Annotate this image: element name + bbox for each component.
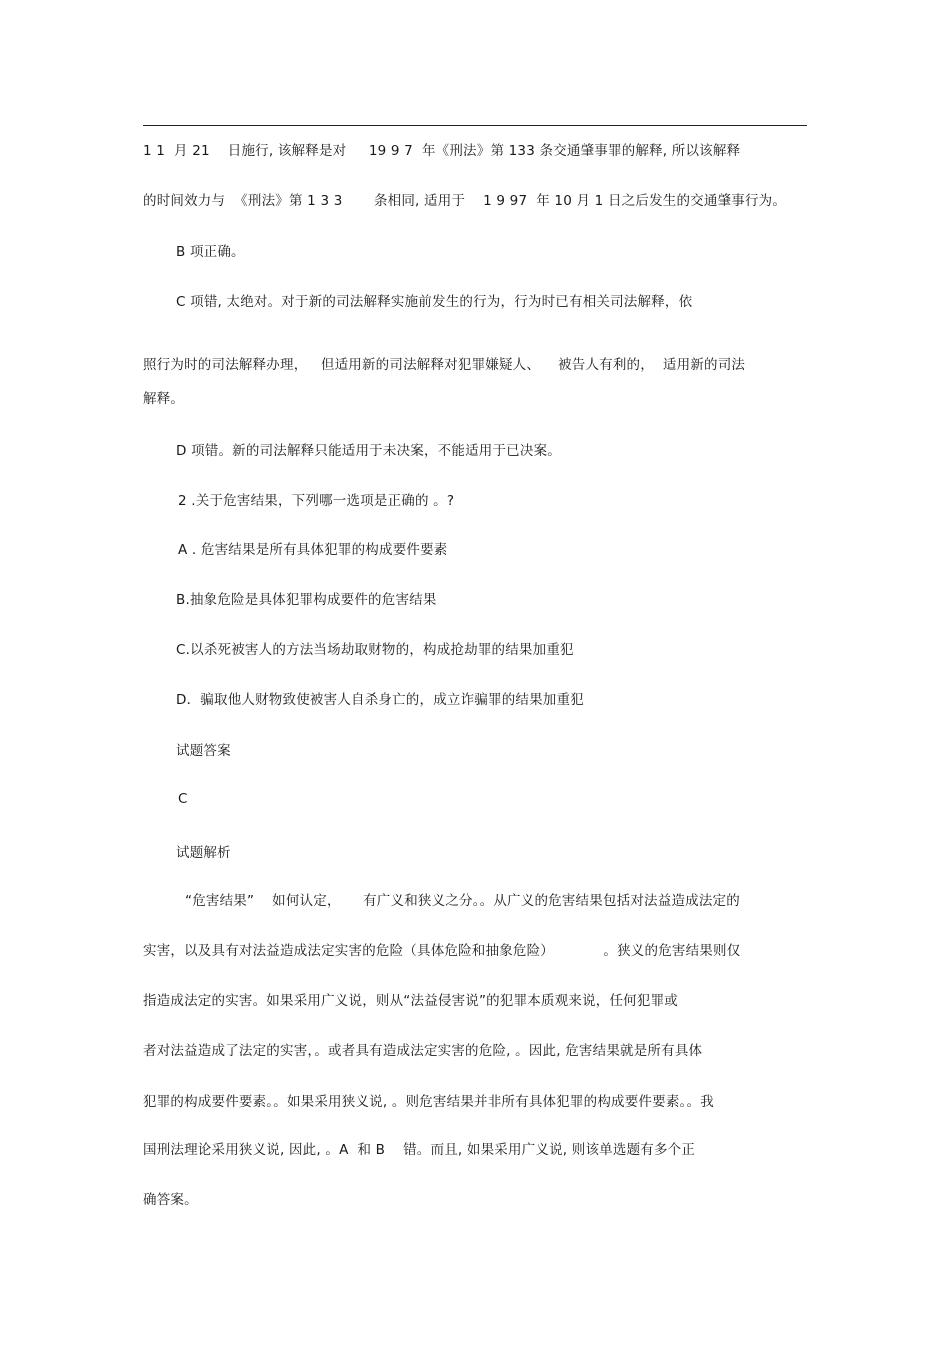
text-line: 照行为时的司法解释办理， 但适用新的司法解释对犯罪嫌疑人、 被告人有利的， 适用新的司法 [143, 357, 746, 373]
answer-heading: 试题答案 [176, 743, 231, 759]
header-rule [143, 125, 807, 126]
text-line: 犯罪的构成要件要素。。如果采用狭义说, 。则危害结果并非所有具体犯罪的构成要件要素。。我 [143, 1094, 714, 1110]
text-line: C 项错, 太绝对。对于新的司法解释实施前发生的行为，行为时已有相关司法解释，依 [176, 294, 693, 310]
text-line: “危害结果” 如何认定， 有广义和狭义之分。。从广义的危害结果包括对法益造成法定的 [185, 893, 740, 909]
text-line: 国刑法理论采用狭义说, 因此, 。A 和 B 错。而且, 如果采用广义说, 则该单选题有多个正 [143, 1142, 696, 1158]
text-line: 1 1 月 21 日施行, 该解释是对 19 9 7 年《刑法》第 133 条交通肇事罪的解释, 所以该解释 [143, 143, 741, 159]
text-line: 的时间效力与 《刑法》第 1 3 3 条相同, 适用于 1 9 97 年 10 月 1 日之后发生的交通肇事行为。 [143, 193, 787, 209]
text-line: 实害，以及具有对法益造成法定实害的危险（具体危险和抽象危险） 。狭义的危害结果则仅 [143, 943, 741, 959]
option-c: C.以杀死被害人的方法当场劫取财物的，构成抢劫罪的结果加重犯 [176, 642, 574, 658]
option-b: B.抽象危险是具体犯罪构成要件的危害结果 [176, 592, 437, 608]
text-line: D 项错。新的司法解释只能适用于未决案，不能适用于已决案。 [176, 443, 561, 459]
text-line: 确答案。 [143, 1192, 198, 1208]
text-line: 解释。 [143, 391, 185, 407]
analysis-heading: 试题解析 [176, 845, 231, 861]
answer-value: C [178, 791, 188, 807]
option-d: D．骗取他人财物致使被害人自杀身亡的，成立诈骗罪的结果加重犯 [176, 692, 584, 708]
text-line: 指造成法定的实害。如果采用广义说，则从“法益侵害说”的犯罪本质观来说，任何犯罪或 [143, 993, 678, 1009]
text-line: 者对法益造成了法定的实害，。或者具有造成法定实害的危险, 。因此, 危害结果就是所有具体 [143, 1043, 703, 1059]
question-title: 2 .关于危害结果，下列哪一选项是正确的 。? [178, 493, 455, 509]
text-line: B 项正确。 [176, 244, 245, 260]
option-a: A . 危害结果是所有具体犯罪的构成要件要素 [178, 542, 448, 558]
